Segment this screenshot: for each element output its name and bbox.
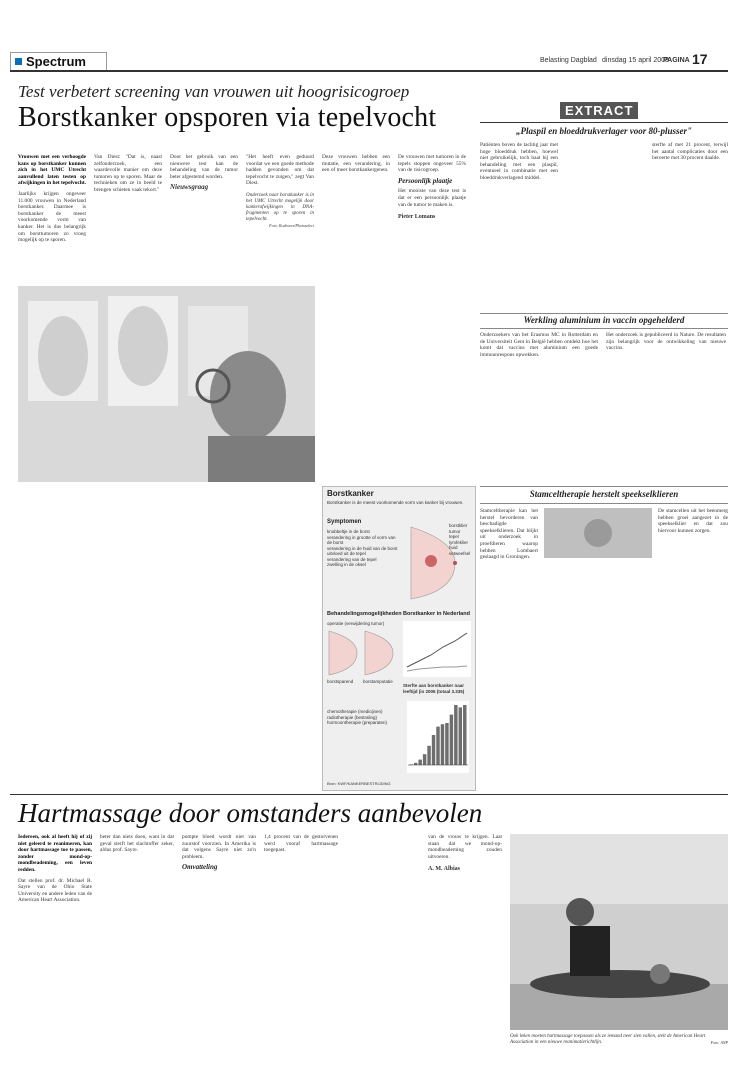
treatment-item: radiotherapie (bestraling) (327, 714, 378, 720)
infographic-title: Borstkanker (327, 489, 374, 498)
infographic-source: Bron: KWF/KANKERBESTRIJDING (327, 781, 391, 786)
mortality-bar (445, 723, 448, 765)
cpr-caption (510, 1034, 728, 1046)
symptoms-title: Symptomen (327, 519, 362, 525)
stamcel-illustration (544, 508, 652, 558)
treatment-item: operatie (verwijdering tumor) (327, 621, 385, 626)
mammogram-photo (18, 286, 315, 482)
extract-col1-text: Patiënten boven de tachtig jaar met hoge bloeddruk hebben, hoewel niet gebruikelijk, toch baat bij een behandeling met een plaspil, eventueel in combinatie met een bloeddrukverlagend middel. (480, 142, 558, 181)
article2-col2 (100, 834, 174, 1054)
article1-col4-text: "Het heeft even geduurd voordat we een goede methode hadden gevonden om dat tepelvocht te zuigen," zegt Van Diest. (246, 154, 314, 187)
mortality-bar (441, 724, 444, 765)
page-number: 17 (692, 51, 708, 67)
spacer (18, 490, 315, 498)
mortality-bar (454, 705, 457, 765)
article2-col4 (264, 834, 338, 1054)
mortality-bar (463, 705, 466, 765)
extract-label: EXTRACT (560, 102, 638, 119)
werkling-col1 (480, 332, 598, 482)
mammogram-illustration (18, 286, 315, 482)
mortality-bar (436, 727, 439, 765)
symptom-item: uitvloed uit de tepel (327, 551, 366, 556)
stamcel-col1-text: Stamceltherapie kan het herstel bevorderen van beschadigde speekselklieren. Dat blijkt uit onderzoek in proefdieren waarop hebben Lombaert geslaagd in Groningen. (480, 508, 538, 561)
speekselklier-photo (544, 508, 652, 558)
treatment-item: hormoontherapie (preparaten) (327, 720, 388, 725)
article1-col6b-text: Het mooiste van deze test is dat er een persoonlijk plaatje van de tumor te maken is. (398, 188, 466, 208)
article1-col1 (18, 154, 86, 278)
article2-col3-text: pompte bloed wordt niet van zuurstof voorzien. In Amerika is dat volgens Sayre niet zo'n probleem. (182, 834, 256, 860)
treatment-list-2 (327, 709, 401, 726)
cpr-credit: Foto: ANP (710, 1040, 728, 1045)
diagram-label: tumor (449, 528, 461, 534)
extract-title: „Plaspil en bloeddrukverlager voor 80-plusser" (516, 126, 692, 136)
article1-kicker: Test verbetert screening van vrouwen uit hoogrisicogroep (18, 82, 410, 101)
article1-col2 (94, 154, 162, 278)
symptom-item: verandering van de tepel (327, 556, 377, 562)
diagram-label: huid (449, 545, 458, 550)
extract-col2 (566, 142, 644, 310)
article2-col1 (18, 834, 92, 1054)
infographic-intro: Borstkanker is de meest voorkomende vorm van kanker bij vrouwen. (327, 500, 464, 505)
header-rule (10, 70, 728, 72)
werkling-title: Werkling aluminium in vaccin opgehelderd (523, 315, 685, 325)
extract-col3-text: sterfte af met 21 procent, terwijl het aantal complicaties door een beroerte met 30 procent daalde. (652, 142, 728, 162)
symptom-item: verandering in grootte of vorm van de borst (327, 534, 396, 545)
article1-title: Borstkanker opsporen via tepelvocht (18, 102, 437, 133)
extract-rule (480, 122, 728, 123)
incidence-line-chart (403, 621, 471, 677)
section-title: Spectrum (26, 54, 86, 69)
werkling-col1-text: Onderzoekers van het Erasmus MC in Rotterdam en de Universiteit Gent in België hebben ontdekt hoe het komt dat vaccins met aluminium een goede immuunrespons opwekken. (480, 332, 598, 358)
treatment-illustration (327, 629, 397, 677)
diagram-label: tepel (449, 534, 459, 539)
article2-col2-text: beter dan niets doen, want in dat geval sterft het slachtoffer zeker, aldus prof. Sayre. (100, 834, 174, 854)
treatment-title: Behandelingsmogelijkheden (327, 611, 402, 617)
mortality-chart-title: Sterfte aan borstkanker naar leeftijd (in 2006 (totaal 3.335) (403, 683, 465, 694)
article1-subhead-b: Persoonlijk plaatje (398, 176, 453, 185)
symptoms-list (327, 529, 399, 568)
square-icon (15, 58, 22, 65)
treatment-item: chemotherapie (medicijnen) (327, 709, 383, 714)
article1-subhead-a: Nieuwsgraag (170, 183, 209, 192)
article1-col6-text: De vrouwen met tumoren in de tepels stoppen ongeveer 55% van de risicogroep. (398, 154, 466, 174)
article1-col5 (322, 154, 390, 450)
treatment-label: borstsparend (327, 679, 354, 684)
article2-subhead: Omvatteling (182, 863, 218, 872)
cpr-caption-text: Ook leken moeten hartmassage toepassen als ze iemand neer zien vallen, stelt de American Heart Association in een nieuwe reanimatierichtlijn. (510, 1034, 706, 1045)
treatment-label: borstamputatie (363, 679, 393, 684)
publication-name: Belasting Dagblad (540, 57, 597, 64)
page-label: PAGINA (663, 57, 690, 64)
diagram-label: borstklier (449, 523, 468, 528)
photo-caption-text: Onderzoek naar borstkanker is in het UMC Utrecht mogelijk door kankerafwijkingen in DNA-fragmenten op te sporen in tepelvocht. (246, 192, 314, 222)
stamcel-title: Stamceltherapie herstelt speekselklieren (529, 489, 679, 499)
stamcel-col1 (480, 508, 538, 788)
nl-title: Borstkanker in Nederland (403, 611, 470, 617)
mortality-bar (450, 715, 453, 765)
werkling-col2 (606, 332, 726, 482)
infographic (322, 486, 476, 791)
article1-col2-text: Van Diest: "Dat is, naast zelfonderzoek, een waardevolle manier om deze tumoren op te sporen. Maar de technieken om ze in beeld te brengen schieten vaak tekort." (94, 154, 162, 193)
article1-col1-text: Jaarlijks krijgen ongeveer 11.000 vrouwen in Nederland borstkanker. Daarmee is borstkanker de meest voorkomende vorm van kanker. Het is dus belangrijk om borsttumoren zo vroeg mogelijk op te sporen. (18, 190, 86, 244)
article1-col6 (398, 154, 466, 450)
mortality-bar (423, 754, 426, 765)
article2-col6 (428, 834, 502, 1054)
diagram-label: vetweefsel (449, 550, 471, 556)
diagram-labels (449, 523, 477, 556)
article2-col1-text: Dat stellen prof. dr. Michael R. Sayre van de Ohio State University en andere leden van de American Heart Association. (18, 877, 92, 904)
article1-byline: Pieter Lomans (398, 214, 436, 221)
cpr-photo (510, 834, 728, 1030)
extract-col3 (652, 142, 728, 310)
stamcel-col2 (544, 564, 650, 788)
article1-lead: Vrouwen met een verhoogde kans op borstkanker kunnen zich in het UMC Utrecht aanvullend laten testen op afwijkingen in het tepelvocht. (18, 154, 86, 187)
stamcel-col3 (658, 508, 728, 788)
article1-col4 (246, 154, 314, 278)
article2-title: Hartmassage door omstanders aanbevolen (18, 798, 483, 828)
mortality-bar (427, 746, 430, 765)
mortality-bar (414, 763, 417, 765)
photo-caption (246, 193, 314, 229)
article2-col6-text: van de vrouw te krijgen. Laat staan dat we mond-op-mondbeademing zouden uitvoeren. (428, 834, 502, 860)
article2-byline: A. M. Albias (428, 866, 461, 873)
diagram-label: lymfeklier (449, 539, 469, 545)
treatment-list (327, 621, 397, 627)
werkling-col2-text: Het onderzoek is gepubliceerd in Nature. De resultaten zijn belangrijk voor de ontwikkeling van nieuwe vaccins. (606, 332, 726, 352)
issue-date: dinsdag 15 april 2008 (602, 57, 669, 64)
photo-credit: Foto: Rodeorex/Photoselect (269, 222, 314, 228)
extract-col1 (480, 142, 558, 310)
article2-lead: Iedereen, ook al heeft hij of zij niet geleerd te reanimeren, kan door hartmassage toe te passen, zonder mond-op-mondbeademing, een leven redden. (18, 834, 92, 873)
article2-col4-text: 1,4 procent van de gestorvenen werd vooraf hartmassage toegepast. (264, 834, 338, 854)
mortality-bar (459, 707, 462, 765)
symptom-item: verandering in de huid van de borst (327, 545, 398, 551)
article1-col3-text: Door het gebruik van een nieuwere test kan de behandeling van de tumor beter afgestemd worden. (170, 154, 238, 180)
mortality-bar-chart (407, 701, 469, 773)
symptom-item: zwelling in de oksel (327, 562, 366, 567)
mortality-bar (432, 735, 435, 765)
article2-col3 (182, 834, 256, 1054)
section-label (10, 52, 107, 71)
article2-col5 (346, 834, 420, 1054)
article2-rule (10, 794, 728, 795)
article1-col3 (170, 154, 238, 278)
mortality-bar (418, 760, 421, 765)
stamcel-col3-text: De stamcellen uit het beenmerg hebben groei aangezet in de speekselklier en dat zou hiervoor kunnen zorgen. (658, 508, 728, 534)
cpr-illustration (510, 834, 728, 1030)
mortality-chart-svg (407, 701, 469, 773)
symptom-item: knobbeltje in de borst (327, 529, 370, 534)
article1-col5-text: Deze vrouwen hebben een mutatie, een verandering, in een of meer borstkankergenen. (322, 154, 390, 174)
